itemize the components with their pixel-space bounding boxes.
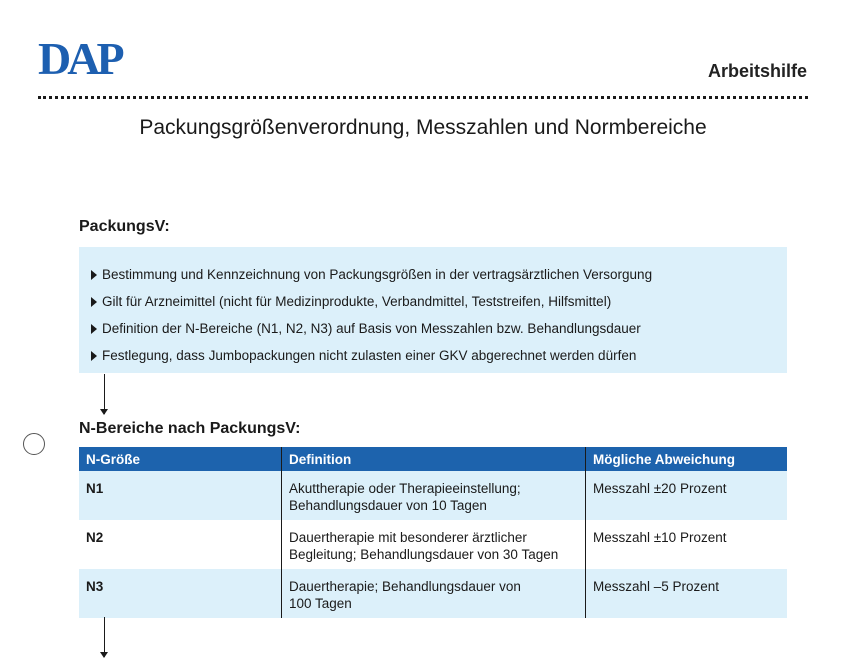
punch-hole-icon [23,433,45,455]
dap-logo: DAP [38,33,121,84]
list-item: Festlegung, dass Jumbopackungen nicht zulasten einer GKV abgerechnet werden dürfen [91,342,787,369]
document-type-label: Arbeitshilfe [707,61,807,81]
cell-size: N3 [79,569,282,618]
table-row [79,471,787,520]
down-arrow-icon [104,617,105,657]
cell-size: N2 [79,520,282,569]
cell-size: N1 [79,471,282,520]
list-item: Bestimmung und Kennzeichnung von Packungsgrößen in der vertragsärztlichen Versorgung [91,261,787,288]
bullet-triangle-icon [91,324,97,334]
table-row [79,520,787,569]
bullet-triangle-icon [91,351,97,361]
nbereiche-heading: N-Bereiche nach PackungsV: [79,420,301,437]
packungsv-info-box [79,247,787,373]
list-item: Definition der N-Bereiche (N1, N2, N3) auf Basis von Messzahlen bzw. Behandlungsdauer [91,315,787,342]
cell-deviation: Messzahl ±20 Prozent [586,471,788,520]
bullet-triangle-icon [91,270,97,280]
cell-deviation: Messzahl –5 Prozent [586,569,788,618]
column-header-deviation: Mögliche Abweichung [586,447,788,471]
table-row [79,569,787,618]
cell-deviation: Messzahl ±10 Prozent [586,520,788,569]
cell-definition: Dauertherapie; Behandlungsdauer von 100 Tagen [282,569,586,618]
table-header-row [79,447,787,471]
cell-definition: Akuttherapie oder Therapieeinstellung; Behandlungsdauer von 10 Tagen [282,471,586,520]
down-arrow-icon [104,374,105,414]
cell-definition: Dauertherapie mit besonderer ärztlicher Begleitung; Behandlungsdauer von 30 Tagen [282,520,586,569]
page-title: Packungsgrößenverordnung, Messzahlen und Normbereiche [139,116,707,139]
packungsv-heading: PackungsV: [79,218,170,235]
column-header-size: N-Größe [79,447,282,471]
bullet-triangle-icon [91,297,97,307]
header-divider [38,96,808,99]
n-bereiche-table [79,447,787,618]
list-item: Gilt für Arzneimittel (nicht für Medizinprodukte, Verbandmittel, Teststreifen, Hilfsmittel) [91,288,787,315]
packungsv-list [91,261,787,369]
column-header-definition: Definition [282,447,586,471]
